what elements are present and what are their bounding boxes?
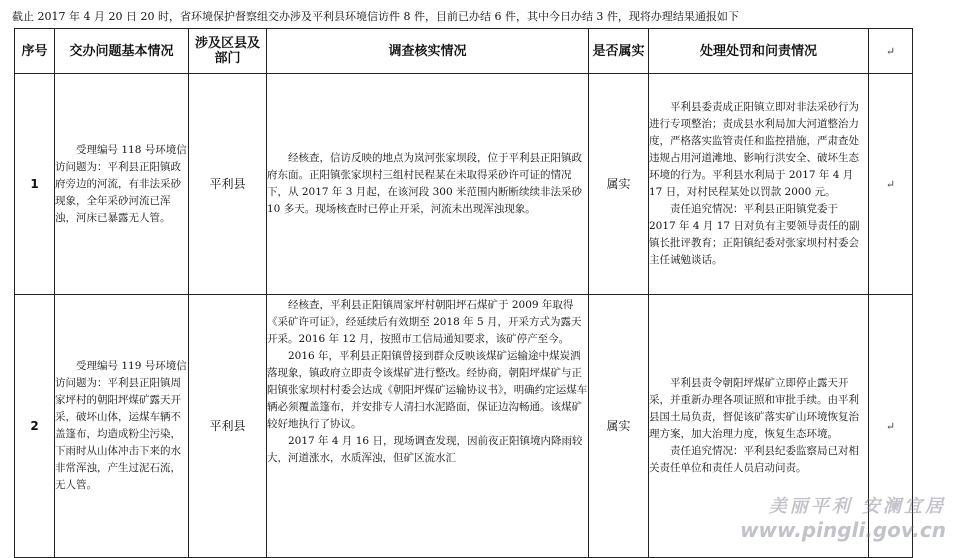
- report-table: [14, 28, 913, 558]
- paragraph-mark: ↵: [869, 74, 913, 295]
- header-issue: 交办问题基本情况: [55, 29, 189, 74]
- investigation-cell: 经核查，信访反映的地点为岚河张家坝段，位于平利县正阳镇政府东面。正阳镇张家坝村三组村民程某在未取得采砂许可证的情况下，从 2017 年 3 月起，在该河段 300 米范围内断断续续非法采砂 10 多天。现场核查时已停止开采，河流未出现浑浊现象。: [267, 74, 589, 295]
- watermark-url: www.pingli.gov.cn: [740, 518, 946, 542]
- confirmed-cell: 属实: [589, 295, 649, 558]
- paragraph-mark: ↵: [869, 29, 913, 74]
- handling-cell: 平利县责令朝阳坪煤矿立即停止露天开采，并重新办理各项证照和审批手续。由平利县国土局负责，督促该矿落实矿山环境恢复治理方案，加大治理力度，恢复生态环境。 责任追究情况：平利县纪委监察局已对相关责任单位和责任人员启动问责。: [649, 295, 869, 558]
- investigation-cell: 经核查，平利县正阳镇周家坪村朝阳坪石煤矿于 2009 年取得《采矿许可证》，经延续后有效期至 2018 年 5 月，开采方式为露天开采。2016 年 12 月，按照市工信局通知要求，该矿停产至今。 2016 年，平利县正阳镇曾接到群众反映该煤矿运输途中煤炭洒落现象，镇政府立即责令该煤矿进行整改。经协商，朝阳坪煤矿与正阳镇张家坝村村委会达成《朝阳坪煤矿运输协议书》，明确约定运煤车辆必须覆盖篷布，并安排专人清扫水泥路面，保证边沟畅通。该煤矿较好地执行了协议。 2017 年 4 月 16 日，现场调查发现，因前夜正阳镇境内降雨较大，河道涨水，水质浑浊，但矿区流水汇: [267, 295, 589, 558]
- confirmed-cell: 属实: [589, 74, 649, 295]
- header-num: 序号: [15, 29, 55, 74]
- header-investigation: 调查核实情况: [267, 29, 589, 74]
- header-handling: 处理处罚和问责情况: [649, 29, 869, 74]
- header-area: 涉及区县及部门: [189, 29, 267, 74]
- area-cell: 平利县: [189, 295, 267, 558]
- watermark: [740, 492, 946, 542]
- header-row: [15, 29, 913, 74]
- row-number: 1: [15, 74, 55, 295]
- issue-cell: 受理编号 119 号环境信访问题为：平利县正阳镇周家坪村的朝阳坪煤矿露天开采，破坏山体，运煤车辆不盖篷布，均造成粉尘污染，下雨时从山体冲击下来的水非常浑浊，产生过泥石流，无人管。: [55, 295, 189, 558]
- table-row: [15, 74, 913, 295]
- watermark-slogan: 美丽平利 安澜宜居: [768, 496, 946, 517]
- issue-cell: 受理编号 118 号环境信访问题为：平利县正阳镇政府旁边的河流，有非法采砂现象，全年采砂河流已浑浊，河床已暴露无人管。: [55, 74, 189, 295]
- header-confirmed: 是否属实: [589, 29, 649, 74]
- area-cell: 平利县: [189, 74, 267, 295]
- row-number: 2: [15, 295, 55, 558]
- handling-cell: 平利县委责成正阳镇立即对非法采砂行为进行专项整治；责成县水利局加大河道整治力度，严格落实监管责任和监控措施，严肃查处违规占用河道滩地、影响行洪安全、破坏生态环境的行为。平利县水利局于 2017 年 4 月 17 日，对村民程某处以罚款 2000 元。 责任追究情况：平利县正阳镇党委于 2017 年 4 月 17 日对负有主要领导责任的副镇长批评教育；正阳镇纪委对张家坝村村委会主任诫勉谈话。: [649, 74, 869, 295]
- paragraph-mark: ↵: [869, 295, 913, 558]
- intro-text: 截止 2017 年 4 月 20 日 20 时，省环境保护督察组交办涉及平利县环境信访件 8 件，目前已办结 6 件，其中今日办结 3 件，现将办理结果通报如下: [12, 10, 739, 23]
